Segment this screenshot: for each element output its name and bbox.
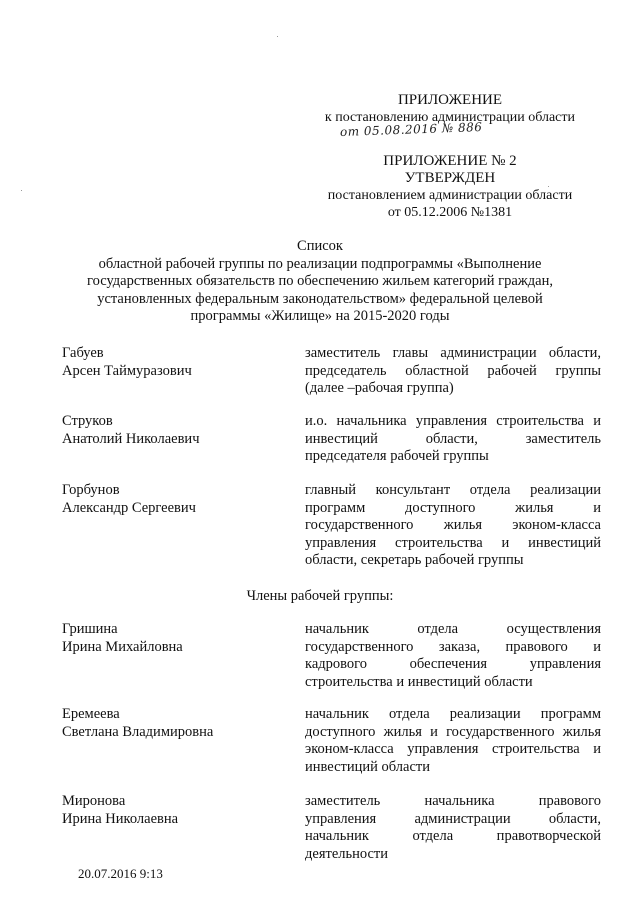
annex2-title: ПРИЛОЖЕНИЕ № 2 [383,153,517,169]
scan-speck [277,36,278,37]
position-line: начальник отдела правотворческой [305,828,601,844]
members-heading: Члены рабочей группы: [246,588,394,604]
annex-title: ПРИЛОЖЕНИЕ [397,92,503,108]
list-title-line: государственных обязательств по обеспечению жильем категорий граждан, [87,273,553,289]
surname: Миронова [62,793,126,809]
list-title-line: установленных федеральным законодательством» федеральной целевой [97,290,543,307]
person-name [62,793,282,828]
surname: Горбунов [62,482,120,498]
person-name [62,345,282,380]
position-line: председателя рабочей группы [305,448,489,464]
annex2-header [300,153,600,221]
position-line: и.о. начальника управления строительства и [305,413,601,429]
position-line: кадрового обеспечения управления [305,656,601,672]
list-title-line: областной рабочей группы по реализации подпрограммы «Выполнение [98,255,542,272]
position-line: деятельности [305,845,389,862]
surname: Гришина [62,621,118,637]
person-name [62,621,282,656]
person-name [62,482,282,517]
person-position [305,482,601,570]
surname: Еремеева [62,706,120,722]
surname: Струков [62,413,113,429]
annex2-line2: от 05.12.2006 №1381 [387,205,513,220]
given-names: Ирина Михайловна [62,638,183,655]
person-position [305,413,601,466]
given-names: Арсен Таймуразович [62,362,192,379]
position-line: начальник отдела осуществления [305,621,601,637]
list-title-line: программы «Жилище» на 2015-2020 годы [190,308,450,324]
annex2-approved: УТВЕРЖДЕН [404,170,496,186]
person-position [305,621,601,691]
position-line: инвестиций области, заместитель [305,430,601,447]
position-line: (далее –рабочая группа) [305,380,454,396]
position-line: председатель областной рабочей группы [305,362,601,379]
position-line: главный консультант отдела реализации [305,482,601,498]
scan-speck [21,190,22,191]
position-line: доступного жилья и государственного жилья [305,723,601,740]
handwritten-date: от 05.08.2016 № 886 [339,119,483,139]
scan-speck [548,186,549,187]
position-line: заместитель главы администрации области, [305,345,601,361]
position-line: строительства и инвестиций области [305,673,533,690]
position-line: управления строительства и инвестиций [305,534,601,551]
position-line: начальник отдела реализации программ [305,706,601,722]
annex-subtitle: к постановлению администрации области [324,110,575,125]
surname: Габуев [62,345,104,361]
position-line: области, секретарь рабочей группы [305,552,524,568]
given-names: Ирина Николаевна [62,810,179,827]
annex-header [300,92,600,109]
annex2-line1: постановлением администрации области [327,188,573,203]
list-title [60,238,580,326]
position-line: управления администрации области, [305,810,601,827]
person-position [305,706,601,776]
given-names: Светлана Владимировна [62,723,214,740]
position-line: программ доступного жилья и [305,499,601,516]
person-position [305,793,601,863]
footer-timestamp: 20.07.2016 9:13 [78,866,163,881]
position-line: заместитель начальника правового [305,793,601,809]
person-name [62,706,282,741]
given-names: Анатолий Николаевич [62,430,200,447]
position-line: государственного заказа, правового и [305,638,601,655]
list-heading: Список [297,238,343,254]
person-name [62,413,282,448]
position-line: эконом-класса управления строительства и [305,741,601,757]
person-position [305,345,601,398]
position-line: инвестиций области [305,758,430,775]
position-line: государственного жилья эконом-класса [305,517,601,533]
given-names: Александр Сергеевич [62,499,196,516]
